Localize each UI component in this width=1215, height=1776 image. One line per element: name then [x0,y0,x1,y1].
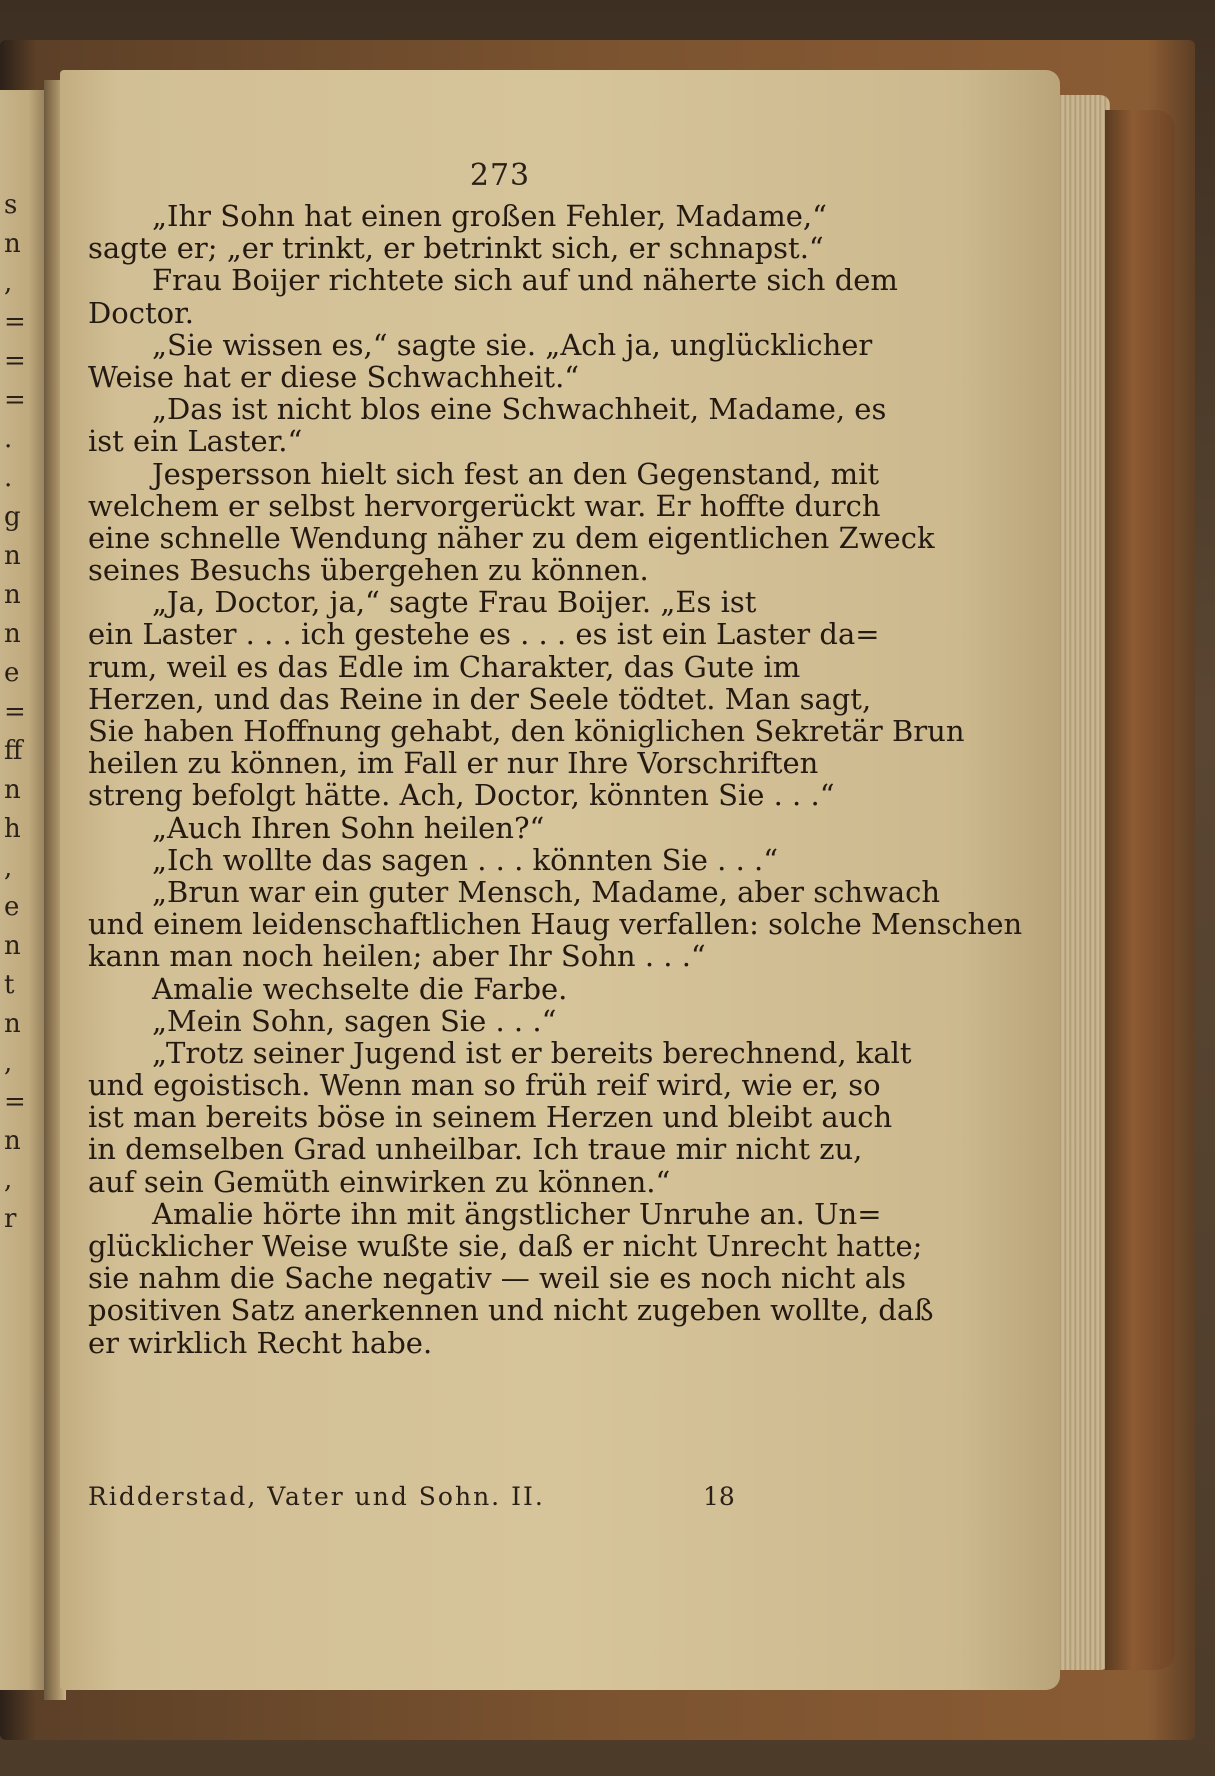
left-margin-fragment: n [4,931,21,961]
left-margin-fragment: h [4,814,21,844]
left-margin-fragment: , [4,1165,13,1195]
left-margin-fragment: . [4,463,13,493]
text-line: positiven Satz anerkennen und nicht zugeben wollte, daß [88,1293,934,1328]
text-line: und einem leidenschaftlichen Haug verfallen: solche Menschen [88,907,1023,942]
left-margin-fragment: n [4,619,21,649]
text-line: „Brun war ein guter Mensch, Madame, aber schwach [152,874,941,909]
text-line: „Ja, Doctor, ja,“ sagte Frau Boijer. „Es ist [152,585,757,620]
left-margin-fragment: . [4,424,13,454]
text-line: „Das ist nicht blos eine Schwachheit, Madame, es [152,392,887,427]
text-line: „Ihr Sohn hat einen großen Fehler, Madame,“ [152,199,827,233]
left-margin-fragment: n [4,541,21,571]
text-line: Jespersson hielt sich fest an den Gegenstand, mit [152,456,880,491]
text-line: glücklicher Weise wußte sie, daß er nicht Unrecht hatte; [88,1229,923,1263]
left-margin-fragment: t [4,970,15,1000]
left-margin-fragment: n [4,775,21,805]
text-line: ein Laster . . . ich gestehe es . . . es ist ein Laster da= [88,617,880,652]
text-line: „Ich wollte das sagen . . . könnten Sie . . .“ [152,842,779,877]
footer-signature: Ridderstad, Vater und Sohn. II. [88,1482,545,1511]
left-margin-fragment: , [4,1048,13,1078]
text-line: seines Besuchs übergehen zu können. [88,553,649,588]
text-line: er wirklich Recht habe. [88,1325,433,1360]
text-line: ist man bereits böse in seinem Herzen und bleibt auch [88,1100,893,1135]
left-margin-fragment: , [4,853,13,883]
text-line: Amalie hörte ihn mit ängstlicher Unruhe an. Un= [152,1196,882,1231]
left-page-edge [0,90,48,1690]
page-footer [88,1482,788,1511]
text-line: heilen zu können, im Fall er nur Ihre Vorschriften [88,746,819,781]
text-line: „Mein Sohn, sagen Sie . . .“ [152,1003,557,1038]
text-line: „Sie wissen es,“ sagte sie. „Ach ja, unglücklicher [152,327,873,362]
book-fore-edge-cover [1105,110,1175,1670]
left-margin-fragment: n [4,229,21,259]
text-line: Amalie wechselte die Farbe. [152,971,568,1006]
text-line: Doctor. [88,295,194,330]
left-page-fragments [0,90,48,1690]
left-margin-fragment: n [4,1009,21,1039]
text-line: „Trotz seiner Jugend ist er bereits berechnend, kalt [152,1035,912,1070]
page-number: 273 [469,158,531,193]
left-margin-fragment: r [4,1204,17,1234]
page-edges [1052,95,1110,1670]
left-margin-fragment: s [4,190,18,220]
left-margin-fragment: = [4,385,26,415]
text-line: Weise hat er diese Schwachheit.“ [88,359,580,394]
left-margin-fragment: = [4,1087,26,1117]
left-margin-fragment: ff [4,736,23,766]
sheet-number: 18 [703,1482,735,1511]
text-line: streng befolgt hätte. Ach, Doctor, könnten Sie . . .“ [88,778,835,813]
left-margin-fragment: = [4,697,26,727]
text-line: eine schnelle Wendung näher zu dem eigentlichen Zweck [88,520,935,555]
text-line: auf sein Gemüth einwirken zu können.“ [88,1164,671,1199]
left-margin-fragment: , [4,268,13,298]
left-margin-fragment: n [4,1126,21,1156]
left-margin-fragment: e [4,658,20,688]
text-line: in demselben Grad unheilbar. Ich traue mir nicht zu, [88,1132,863,1167]
text-line: „Auch Ihren Sohn heilen?“ [152,810,545,845]
left-margin-fragment: = [4,307,26,337]
body-text [88,199,1023,1360]
text-line: sagte er; „er trinkt, er betrinkt sich, er schnapst.“ [88,231,824,266]
text-line: kann man noch heilen; aber Ihr Sohn . . .“ [88,939,706,974]
left-margin-fragment: = [4,346,26,376]
text-line: Frau Boijer richtete sich auf und näherte sich dem [152,263,898,298]
left-margin-fragment: g [4,502,21,532]
text-line: sie nahm die Sache negativ — weil sie es noch nicht als [88,1261,907,1296]
text-line: Herzen, und das Reine in der Seele tödtet. Man sagt, [88,681,872,716]
text-line: und egoistisch. Wenn man so früh reif wird, wie er, so [88,1068,881,1103]
text-line: ist ein Laster.“ [88,424,303,459]
text-line: welchem er selbst hervorgerückt war. Er hoffte durch [88,488,881,523]
left-margin-fragment: e [4,892,20,922]
text-line: Sie haben Hoffnung gehabt, den königlichen Sekretär Brun [88,714,965,748]
left-margin-fragment: n [4,580,21,610]
text-line: rum, weil es das Edle im Charakter, das Gute im [88,649,801,684]
